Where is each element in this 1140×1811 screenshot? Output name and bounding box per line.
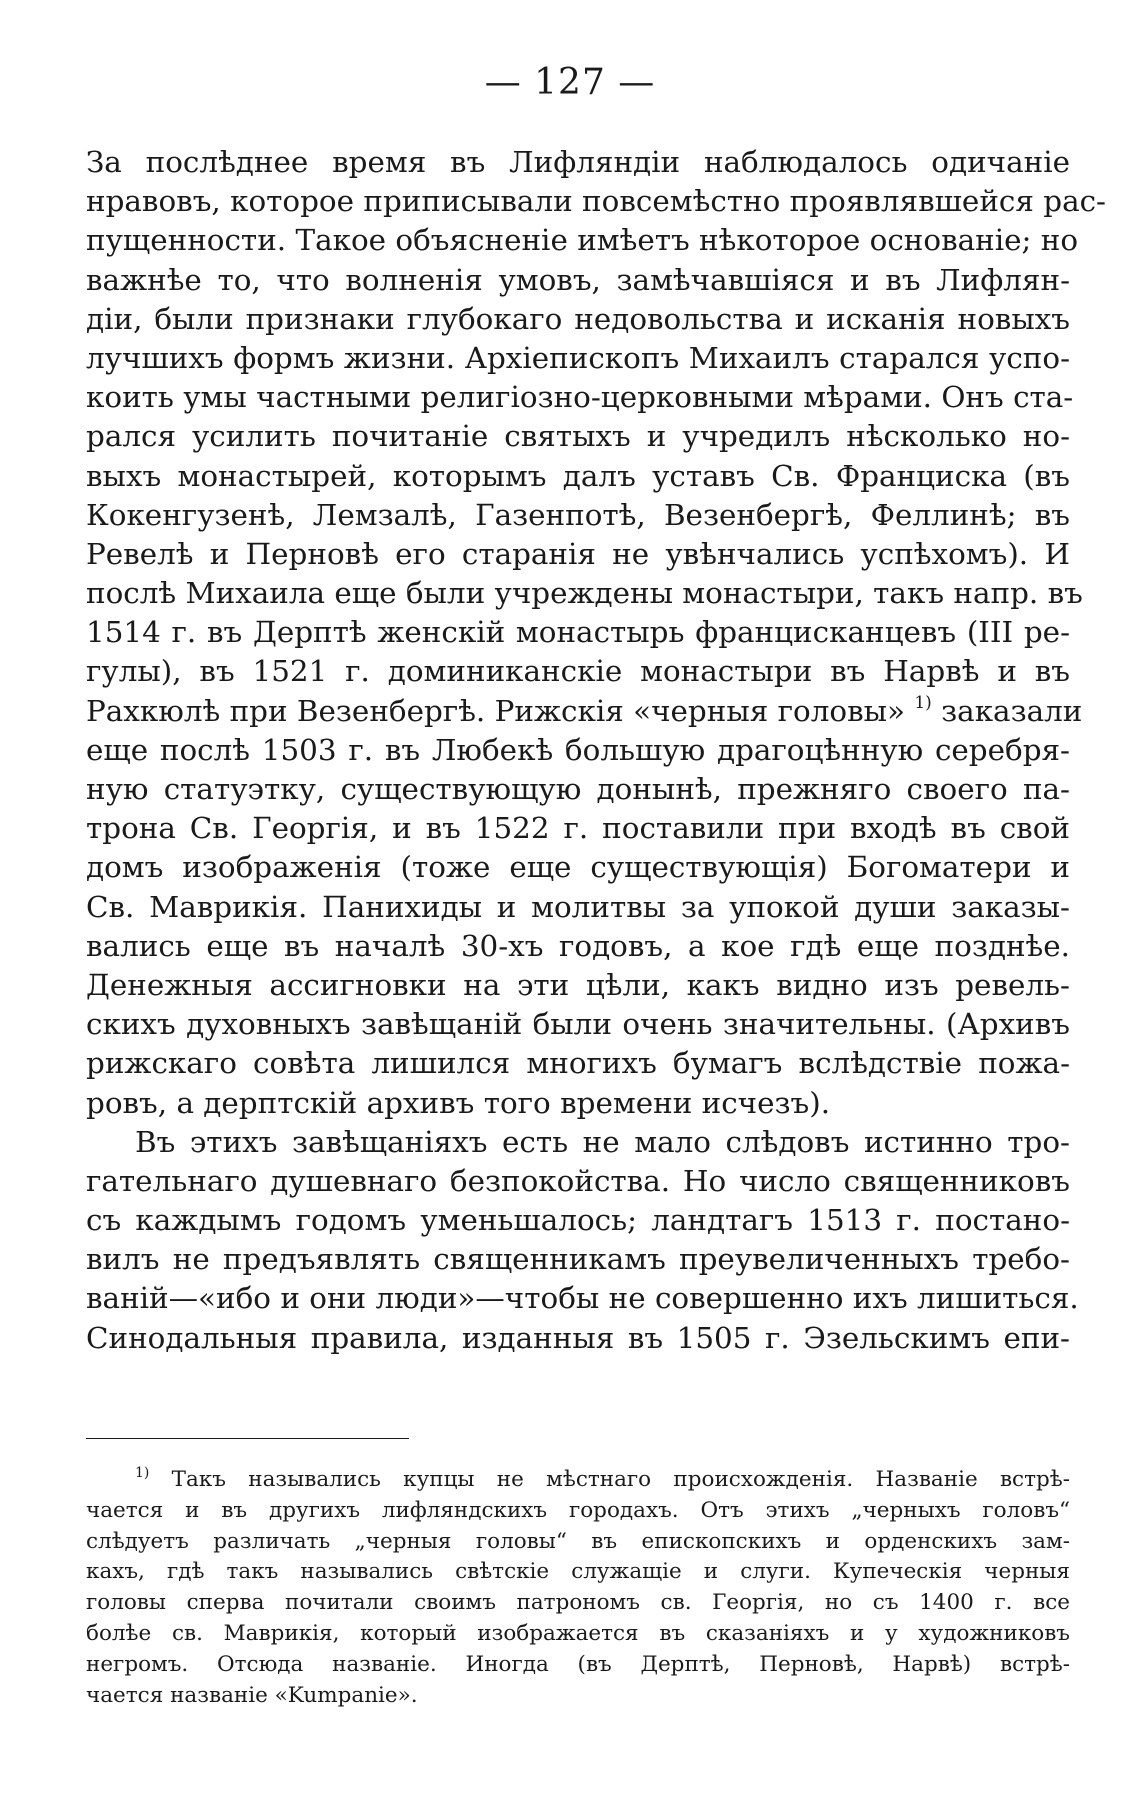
text-line-29: вилъ не предъявлять священникамъ преувеличенныхъ требо-	[86, 1242, 1070, 1277]
page-number: — 127 —	[484, 62, 656, 103]
footnote-mark: 1)	[135, 1465, 150, 1481]
text-line-5: діи, были признаки глубокаго недовольства и исканія новыхъ	[86, 301, 1070, 336]
text-line-15-end: заказали	[941, 693, 1083, 728]
text-line-6: лучшихъ формъ жизни. Архіепископъ Михаилъ старался успо-	[86, 340, 1070, 375]
footnote-line-1	[86, 1465, 1070, 1496]
text-line-7: коить умы частными религіозно-церковными мѣрами. Онъ ста-	[86, 380, 1074, 415]
footnote-divider	[86, 1438, 409, 1439]
text-line-25: ровъ, а дерптскій архивъ того времени исчезъ).	[86, 1085, 831, 1120]
text-line-11: Ревелѣ и Перновѣ его старанія не увѣнчались успѣхомъ). И	[86, 536, 1070, 571]
text-line-9: выхъ монастырей, которымъ далъ уставъ Св. Франциска (въ	[86, 458, 1070, 493]
footnote-line-1-text: Такъ назывались купцы не мѣстнаго происхожденія. Названіе встрѣ-	[171, 1467, 1070, 1492]
footnote	[86, 1465, 1070, 1711]
footnote-line-2: чается и въ другихъ лифляндскихъ городахъ. Отъ этихъ „черныхъ головъ“	[86, 1497, 1070, 1523]
text-line-27: гательнаго душевнаго безпокойства. Но число священниковъ	[86, 1163, 1070, 1198]
text-line-18: трона Св. Георгія, и въ 1522 г. поставили при входѣ въ свой	[86, 811, 1070, 846]
footnote-line-7: негромъ. Отсюда названіе. Иногда (въ Дерптѣ, Перновѣ, Нарвѣ) встрѣ-	[86, 1651, 1070, 1677]
text-line-8: рался усилить почитаніе святыхъ и учредилъ нѣсколько но-	[86, 419, 1070, 454]
text-line-4: важнѣе то, что волненія умовъ, замѣчавшіяся и въ Лифлян-	[86, 262, 1070, 297]
footnote-line-5: головы сперва почитали своимъ патрономъ св. Георгія, но съ 1400 г. все	[86, 1590, 1070, 1616]
footnote-line-4: кахъ, гдѣ такъ назывались свѣтскіе служащіе и слуги. Купеческія черныя	[86, 1559, 1070, 1585]
text-line-22: Денежныя ассигновки на эти цѣли, какъ видно изъ ревель-	[86, 967, 1070, 1002]
text-line-14: гулы), въ 1521 г. доминиканскіе монастыри въ Нарвѣ и въ	[86, 654, 1070, 689]
text-line-2: нравовъ, которое приписывали повсемѣстно проявлявшейся рас-	[86, 184, 1106, 219]
text-line-10: Кокенгузенѣ, Лемзалѣ, Газенпотѣ, Везенбергѣ, Феллинѣ; въ	[86, 497, 1070, 532]
footnote-line-8: чается названіе «Kumpanie».	[86, 1682, 418, 1708]
text-line-3: пущенности. Такое объясненіе имѣетъ нѣкоторое основаніе; но	[86, 223, 1079, 258]
text-line-16: еще послѣ 1503 г. въ Любекѣ большую драгоцѣнную серебря-	[86, 732, 1070, 767]
text-line-30: ваній—«ибо и они люди»—чтобы не совершенно ихъ лишиться.	[86, 1281, 1079, 1316]
text-line-19: домъ изображенія (тоже еще существующія) Богоматери и	[86, 850, 1070, 885]
footnote-line-6: болѣе св. Маврикія, который изображается въ сказаніяхъ и у художниковъ	[86, 1620, 1070, 1646]
text-line-17: ную статуэтку, существующую донынѣ, прежняго своего па-	[86, 772, 1070, 806]
text-line-13: 1514 г. въ Дерптѣ женскій монастырь францисканцевъ (III ре-	[86, 615, 1070, 650]
text-line-24: рижскаго совѣта лишился многихъ бумагъ вслѣдствіе пожа-	[86, 1046, 1070, 1081]
text-line-20: Св. Маврикія. Панихиды и молитвы за упокой души заказы-	[86, 889, 1070, 924]
text-line-23: скихъ духовныхъ завѣщаній были очень значительны. (Архивъ	[86, 1007, 1070, 1042]
text-line-21: вались еще въ началѣ 30-хъ годовъ, а кое гдѣ еще позднѣе.	[86, 928, 1070, 963]
text-line-15	[86, 692, 1083, 731]
text-line-1: За послѣднее время въ Лифляндіи наблюдалось одичаніе	[86, 145, 1070, 179]
text-line-12: послѣ Михаила еще были учреждены монастыри, такъ напр. въ	[86, 576, 1083, 611]
footnote-reference[interactable]: 1)	[914, 692, 932, 713]
text-line-26: Въ этихъ завѣщаніяхъ есть не мало слѣдовъ истинно тро-	[135, 1124, 1070, 1159]
text-line-15-start: Рахкюлѣ при Везенбергѣ. Рижскія «черныя головы»	[86, 693, 905, 728]
text-line-31: Синодальныя правила, изданныя въ 1505 г. Эзельскимъ епи-	[86, 1320, 1070, 1355]
text-line-28: съ каждымъ годомъ уменьшалось; ландтагъ 1513 г. постано-	[86, 1203, 1070, 1238]
footnote-line-3: слѣдуетъ различать „черныя головы“ въ епископскихъ и орденскихъ зам-	[86, 1528, 1070, 1554]
main-text	[86, 143, 1106, 1358]
